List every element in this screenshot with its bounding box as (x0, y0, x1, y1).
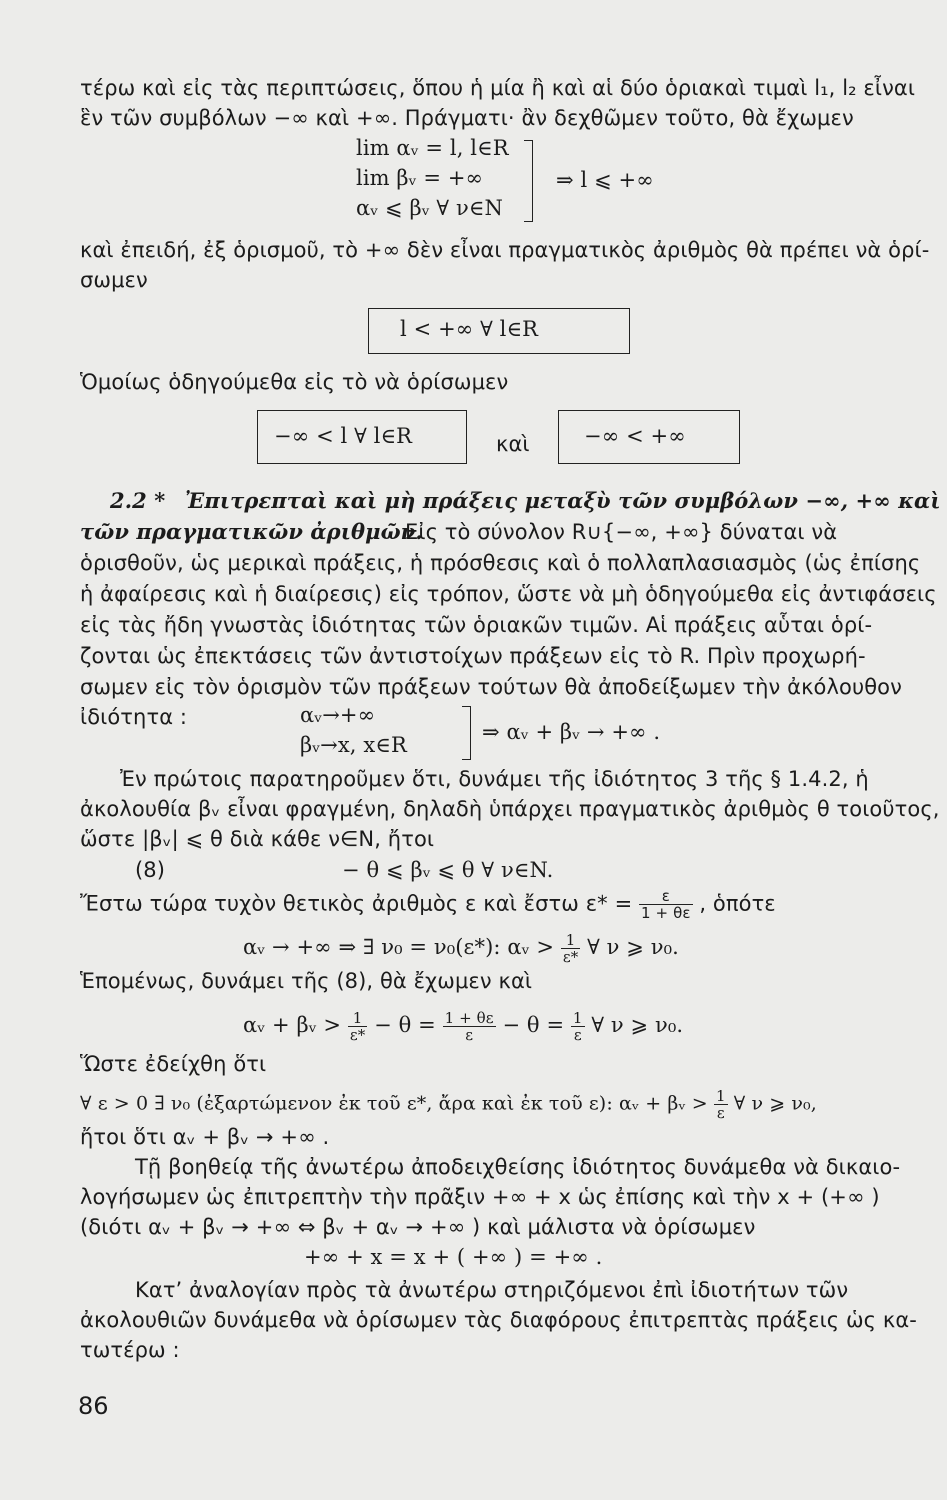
fraction: $\frac{1}{\varepsilon}$ (572, 1009, 583, 1044)
text-line: ἀκολουθία βᵥ εἶναι φραγμένη, δηλαδὴ ὑπάρχει πραγματικὸς ἀριθμὸς θ τοιοῦτος, (80, 797, 940, 821)
text-line: ὁρισθοῦν, ὡς μερικαὶ πράξεις, ἡ πρόσθεσις καὶ ὁ πολλαπλασιασμὸς (ὡς ἐπίσης (80, 551, 921, 575)
page-number: 86 (78, 1392, 109, 1420)
fraction: $\frac{1}{\varepsilon*}$ (562, 931, 579, 966)
text-line: ἤτοι ὅτι αᵥ + βᵥ → +∞ . (80, 1125, 330, 1149)
boxed-formula: l < +∞ ∀ l∈R (400, 317, 539, 341)
text-line: Εἰς τὸ σύνολον R∪{−∞, +∞} δύναται νὰ (405, 520, 838, 544)
text-line: Ὁμοίως ὁδηγούμεθα εἰς τὸ νὰ ὁρίσωμεν (80, 370, 509, 394)
section-title: Ἐπιτρεπταὶ καὶ μὴ πράξεις μεταξὺ τῶν συμβόλων −∞, +∞ καὶ (185, 488, 941, 513)
text-line: τωτέρω : (80, 1338, 180, 1362)
text-line: εἰς τὰς ἤδη γνωστὰς ἰδιότητας τῶν ὁριακῶν τιμῶν. Αἱ πράξεις αὗται ὁρί- (80, 613, 873, 637)
text-line: Ἑπομένως, δυνάμει τῆς (8), θὰ ἔχωμεν καὶ (80, 969, 533, 993)
text-line: (διότι αᵥ + βᵥ → +∞ ⇔ βᵥ + αᵥ → +∞ ) καὶ μάλιστα νὰ ὁρίσωμεν (80, 1215, 756, 1239)
math-line: ∀ ε > 0 ∃ ν₀ (ἐξαρτώμενον ἐκ τοῦ ε*, ἄρα καὶ ἐκ τοῦ ε): αᵥ + βᵥ > $\frac{1}{\varepsilon}$ ∀ ν ⩾ ν₀, (80, 1087, 817, 1122)
math-line: lim αᵥ = l, l∈R (356, 136, 509, 160)
text-line: ἡ ἀφαίρεσις καὶ ἡ διαίρεσις) εἰς τρόπον, ὥστε νὰ μὴ ὁδηγούμεθα εἰς ἀντιφάσεις (80, 582, 937, 606)
text-line: λογήσωμεν ὡς ἐπιτρεπτὴν τὴν πρᾶξιν +∞ + x ὡς ἐπίσης καὶ τὴν x + (+∞ ) (80, 1185, 880, 1209)
connector-word: καὶ (496, 432, 530, 456)
text-line: σωμεν εἰς τὸν ὁρισμὸν τῶν πράξεων τούτων θὰ ἀποδείξωμεν τὴν ἀκόλουθον (80, 675, 902, 699)
text-line: ζονται ὡς ἐπεκτάσεις τῶν ἀντιστοίχων πράξεων εἰς τὸ R. Πρὶν προχωρή- (80, 644, 866, 668)
text-line: ἰδιότητα : (80, 705, 188, 729)
text-line: ἓν τῶν συμβόλων −∞ καὶ +∞. Πράγματι· ἂν δεχθῶμεν τοῦτο, θὰ ἔχωμεν (80, 106, 854, 130)
text-line: ὥστε |βᵥ| ⩽ θ διὰ κάθε ν∈N, ἤτοι (80, 827, 435, 851)
section-number: 2.2 * (110, 488, 166, 513)
math-line: αᵥ → +∞ ⇒ ∃ ν₀ = ν₀(ε*): αᵥ > $\frac{1}{\varepsilon*}$ ∀ ν ⩾ ν₀. (243, 931, 679, 966)
right-brace (462, 706, 471, 760)
text-line: ἀκολουθιῶν δυνάμεθα νὰ ὁρίσωμεν τὰς διαφόρους ἐπιτρεπτὰς πράξεις ὡς κα- (80, 1308, 917, 1332)
text-line: Τῇ βοηθείᾳ τῆς ἀνωτέρω ἀποδειχθείσης ἰδιότητος δυνάμεθα νὰ δικαιο- (135, 1155, 901, 1179)
fraction: $\frac{\varepsilon}{1 + \theta\varepsilon}$ (641, 887, 691, 922)
text-line: σωμεν (80, 268, 148, 292)
equation: +∞ + x = x + ( +∞ ) = +∞ . (304, 1245, 603, 1269)
fraction: $\frac{1}{\varepsilon*}$ (349, 1009, 366, 1044)
boxed-formula: −∞ < l ∀ l∈R (274, 424, 413, 448)
math-line: αᵥ + βᵥ > $\frac{1}{\varepsilon*}$ − θ = $\frac{1 + \theta\varepsilon}{\varepsilon}$ − θ = $\frac{1}{\varepsilon}$ ∀ ν ⩾ ν₀. (243, 1009, 684, 1044)
text-line: Κατ’ ἀναλογίαν πρὸς τὰ ἀνωτέρω στηριζόμενοι ἐπὶ ἰδιοτήτων τῶν (135, 1278, 849, 1302)
math-line: lim βᵥ = +∞ (356, 166, 484, 190)
equation-label: (8) (135, 858, 166, 882)
text-line: Ἐν πρώτοις παρατηροῦμεν ὅτι, δυνάμει τῆς ἰδιότητος 3 τῆς § 1.4.2, ἡ (120, 767, 869, 791)
equation: − θ ⩽ βᵥ ⩽ θ ∀ ν∈N. (342, 858, 554, 882)
math-result: ⇒ l ⩽ +∞ (556, 168, 654, 192)
text-line: τέρω καὶ εἰς τὰς περιπτώσεις, ὅπου ἡ μία ἢ καὶ αἱ δύο ὁριακαὶ τιμαὶ l₁, l₂ εἶναι (80, 76, 916, 100)
right-brace (524, 140, 533, 222)
math-line: αᵥ→+∞ (300, 703, 376, 727)
section-title: τῶν πραγματικῶν ἀριθμῶν. (80, 519, 423, 544)
math-line: βᵥ→x, x∈R (300, 733, 407, 757)
fraction: $\frac{1 + \theta\varepsilon}{\varepsilon}$ (444, 1009, 494, 1044)
math-line: αᵥ ⩽ βᵥ ∀ ν∈N (356, 196, 503, 220)
fraction: $\frac{1}{\varepsilon}$ (715, 1087, 726, 1122)
boxed-formula: −∞ < +∞ (584, 424, 686, 448)
text-line: Ἔστω τώρα τυχὸν θετικὸς ἀριθμὸς ε καὶ ἔστω ε* = $\frac{\varepsilon}{1 + \theta\varepsilon}$ , ὁπότε (80, 887, 776, 922)
text-line: καὶ ἐπειδή, ἐξ ὁρισμοῦ, τὸ +∞ δὲν εἶναι πραγματικὸς ἀριθμὸς θὰ πρέπει νὰ ὁρί- (80, 238, 930, 262)
math-result: ⇒ αᵥ + βᵥ → +∞ . (482, 720, 661, 744)
text-line: Ὥστε ἐδείχθη ὅτι (80, 1052, 267, 1076)
